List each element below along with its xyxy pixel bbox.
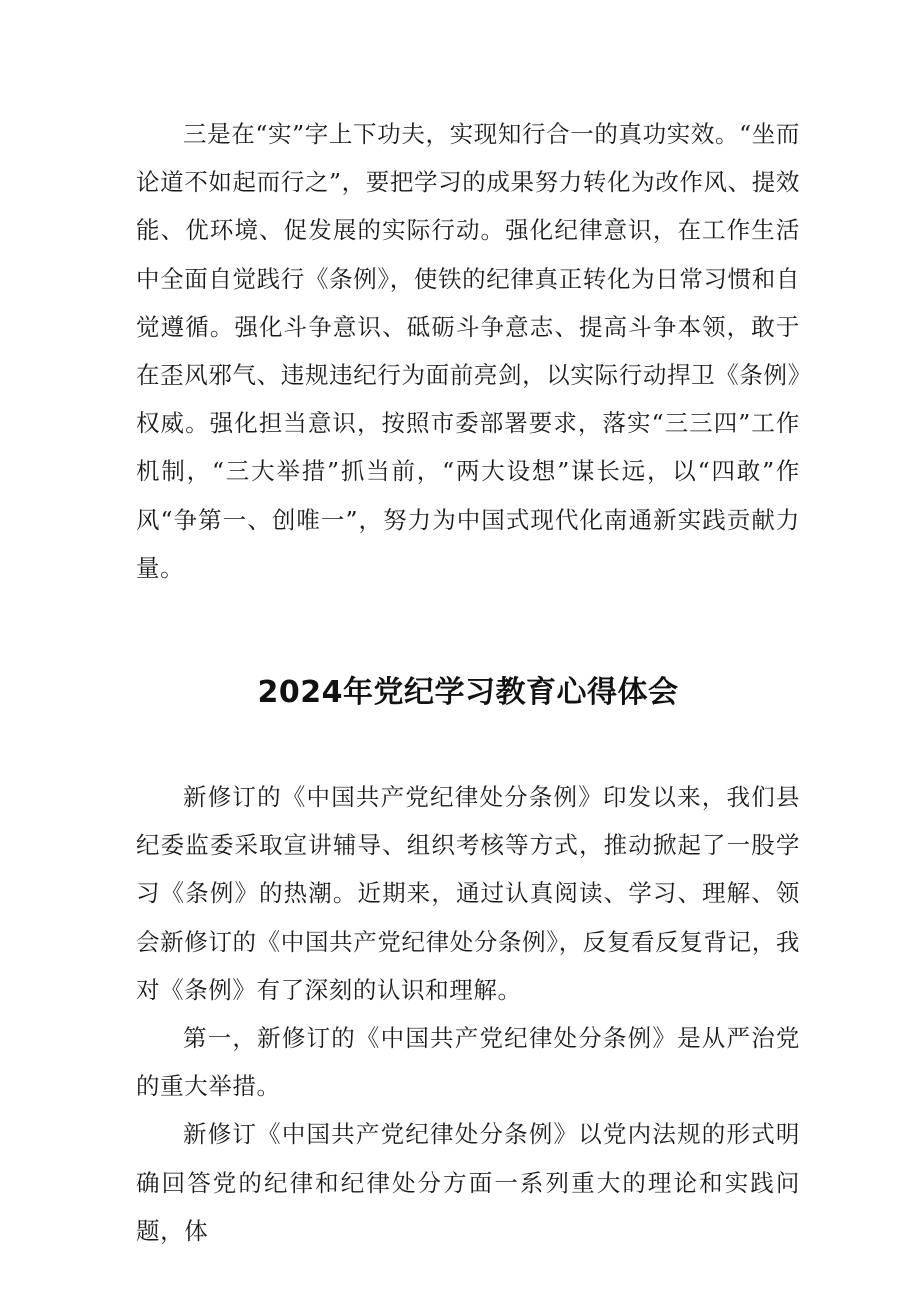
document-body bbox=[136, 110, 800, 1255]
paragraph-4: 新修订《中国共产党纪律处分条例》以党内法规的形式明确回答党的纪律和纪律处分方面一系列重大的理论和实践问题，体 bbox=[136, 1120, 800, 1245]
document-title: 2024年党纪学习教育心得体会 bbox=[257, 675, 679, 711]
paragraph-1: 三是在“实”字上下功夫，实现知行合一的真功实效。“坐而论道不如起而行之”，要把学习的成果努力转化为改作风、提效能、优环境、促发展的实际行动。强化纪律意识，在工作生活中全面自觉践行《条例》，使铁的纪律真正转化为日常习惯和自觉遵循。强化斗争意识、砥砺斗争意志、提高斗争本领，敢于在歪风邪气、违规违纪行为面前亮剑，以实际行动捍卫《条例》权威。强化担当意识，按照市委部署要求，落实“三三四”工作机制，“三大举措”抓当前，“两大设想”谋长远，以“四敢”作风“争第一、创唯一”，努力为中国式现代化南通新实践贡献力量。 bbox=[136, 120, 800, 582]
paragraph-2: 新修订的《中国共产党纪律处分条例》印发以来，我们县纪委监委采取宣讲辅导、组织考核等方式，推动掀起了一股学习《条例》的热潮。近期来，通过认真阅读、学习、理解、领会新修订的《中国共产党纪律处分条例》，反复看反复背记，我对《条例》有了深刻的认识和理解。 bbox=[136, 783, 800, 1004]
paragraph-3: 第一，新修订的《中国共产党纪律处分条例》是从严治党的重大举措。 bbox=[136, 1024, 800, 1101]
